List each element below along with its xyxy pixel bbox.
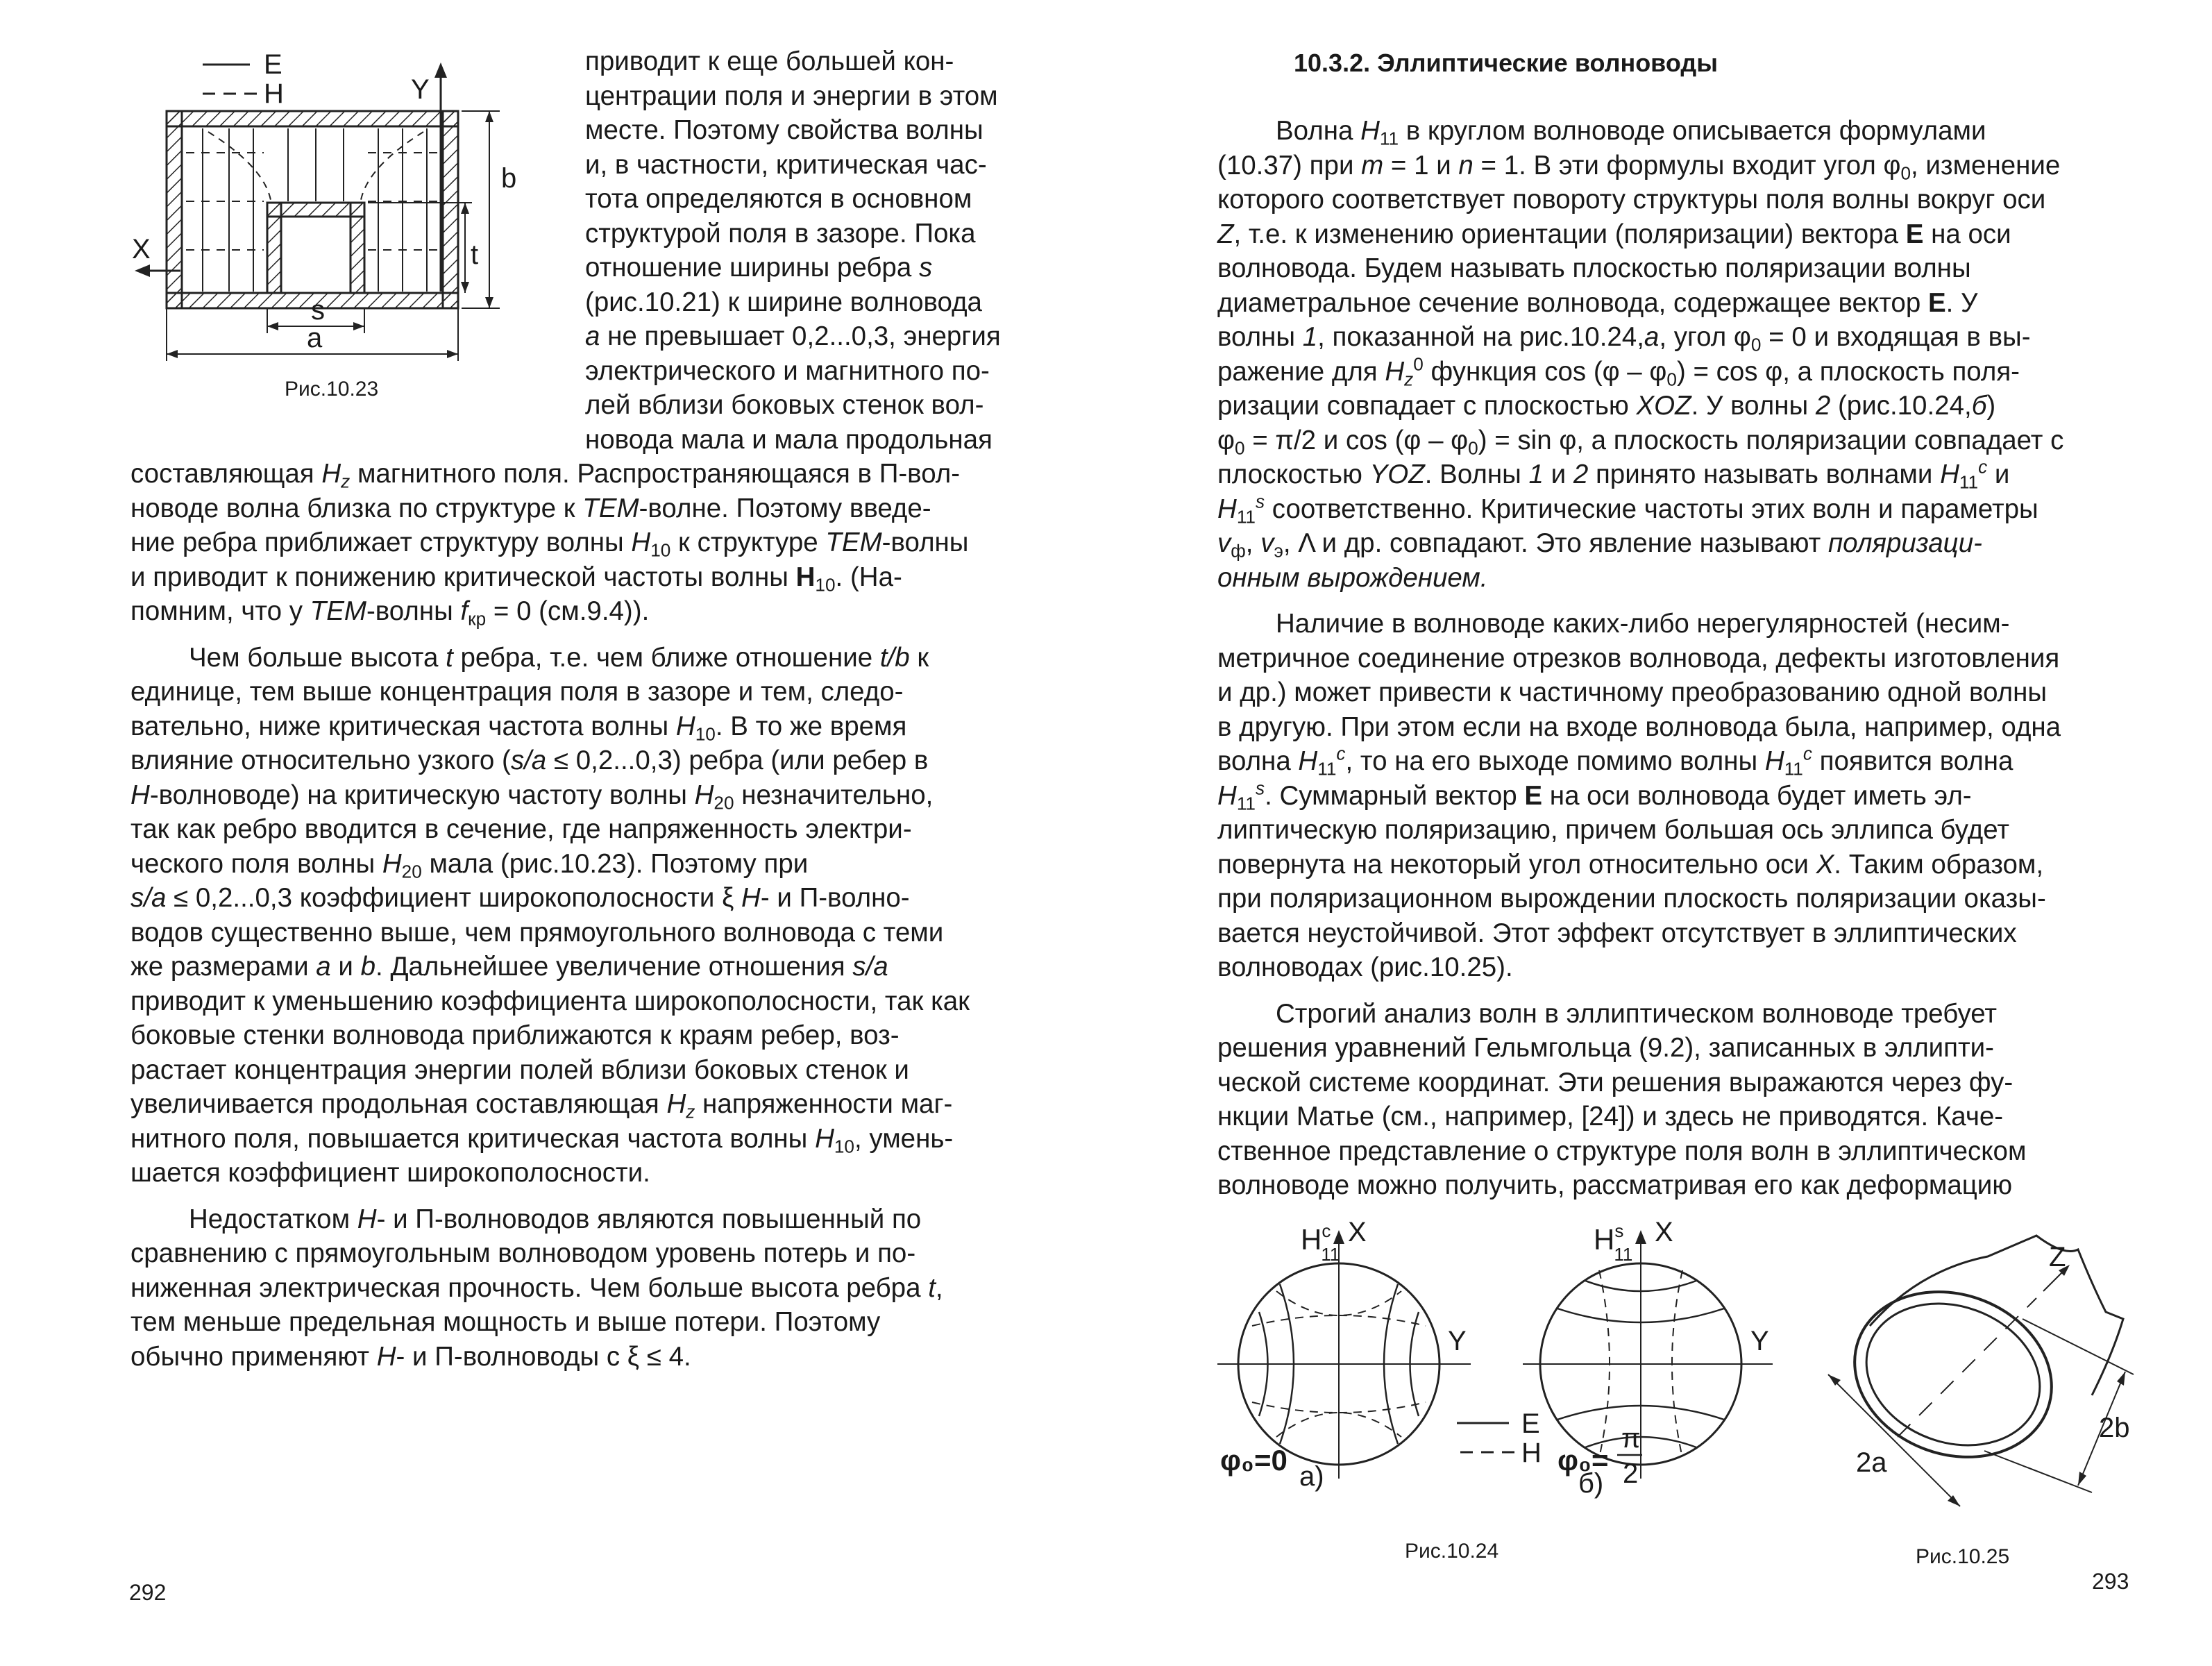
legend-e-label: E [264,49,282,80]
dim-b-label: b [501,163,517,194]
fig24a-axis-x-label: X [1348,1217,1367,1247]
fig24a-phi-label: φ₀=0 [1220,1444,1287,1476]
fig24a-part-label: а) [1299,1461,1324,1492]
figure-10-24-caption: Рис.10.24 [1405,1540,1499,1563]
fig24b-hs-label: $H^s$ 11 [1594,1220,1633,1265]
figure-10-25 [1814,1208,2175,1541]
dim-s-label: s [311,295,325,326]
fig24b-part-label: б) [1578,1468,1604,1499]
page-number-right: 293 [2092,1569,2129,1594]
fig24-legend-e: E [1521,1408,1540,1439]
right-page [1106,0,2212,1666]
fig24a-hc-label: $H^c$ 11 [1301,1220,1340,1265]
fig24-legend-h: H [1521,1438,1542,1468]
fig24b-phi-num: π [1621,1423,1641,1454]
fig24a-axis-y-label: Y [1448,1326,1467,1356]
section-title: 10.3.2. Эллиптические волноводы [1294,49,1718,77]
legend-h-label: H [264,78,284,109]
fig25-dim-2b-label: 2b [2099,1413,2130,1443]
fig24b-axis-y-label: Y [1750,1326,1769,1356]
axis-x-label: X [132,234,151,264]
fig24b-axis-x-label: X [1655,1217,1673,1247]
axis-y-label: Y [411,74,430,105]
figure-10-23-caption: Рис.10.23 [285,378,379,401]
dim-t-label: t [471,239,479,270]
fig24b-phi-den: 2 [1623,1458,1639,1489]
page-number-left: 292 [129,1580,167,1605]
fig24b-phi-label: φ₀= [1557,1444,1609,1476]
left-page-text: приводит к еще большей кон- центрации поля и энергии в этом месте. Поэтому свойства волны и, в частности, критическая час- тота определяются в основном структурой поля в зазоре. Пока отношение ширины ребра s (рис.10.21) к ширине волновода a не превышает 0,2...0,3, энергия электрического и магнитного по- лей вблизи боковых стенок вол- новода мала и мала продольная составляющая $H_z$ магнитного поля. Распространяющаяся в П-вол- новоде волна близка по структуре к TEM-волне. Поэтому введе- ние ребра приближает структуру волны $H_{10}$ к структуре TEM-волны и приводит к понижению критической частоты волны $H_{10}$. (На- помним, что у TEM-волны $f_{кр} = 0$ (см.9.4)). Чем больше высота t ребра, т.е. чем ближе отношение t/b к единице, тем выше концентрация поля в зазоре и тем, следо- вательно, ниже критическая частота волны $H_{10}$. В то же время влияние относительно узкого (s/a ≤ 0,2...0,3) ребра (или ребер в H-волноводе) на критическую частоту волны $H_{20}$ незначительно, так как ребро вводится в сечение, где напряженность электри- ческого поля волны $H_{20}$ мала (рис.10.23). Поэтому при s/a ≤ 0,2...0,3 коэффициент широкополосности ξ H- и П-волно- водов существенно выше, чем прямоугольного волновода с теми же размерами a и b. Дальнейшее увеличение отношения s/a приводит к уменьшению коэффициента широкополосности, так как боковые стенки волновода приближаются к краям ребер, воз- растает концентрация энергии полей вблизи боковых стенок и увеличивается продольная составляющая $H_z$ напряженности маг- нитного поля, повышается критическая частота волны $H_{10}$, умень- шается коэффициент широкополосности. Недостатком H- и П-волноводов являются повышенный по сравнению с прямоугольным волноводом уровень потерь и по- ниженная электрическая прочность. Чем больше высота ребра t, тем меньше предельная мощность и выше потери. Поэтому обычно применяют H- и П-волноводы с ξ ≤ 4. [130,47,1001,1372]
dim-a-label: a [307,323,323,353]
right-page-text: Волна $H_{11}$ в круглом волноводе описывается формулами (10.37) при m = 1 и n = 1. В эти формулы входит угол $\varphi_0$, изменение которого соответствует повороту структуры поля волны вокруг оси Z, т.е. к изменению ориентации (поляризации) вектора E на оси волновода. Будем называть плоскостью поляризации волны диаметральное сечение волновода, содержащее вектор E. У волны 1, показанной на рис.10.24,a, угол $\varphi_0 = 0$ и входящая в вы- ражение для $H_z^0$ функция $\cos (\varphi - \varphi_0) = \cos \varphi$, а плоскость поля- ризации совпадает с плоскостью XOZ. У волны 2 (рис.10.24,б) $\varphi_0 = \pi/2$ и $\cos (\varphi - \varphi_0) = \sin \varphi$, а плоскость поляризации совпадает с плоскостью YOZ. Волны 1 и 2 принято называть волнами $H_{11}^c$ и $H_{11}^s$ соответственно. Критические частоты этих волн и параметры $v_ф$, $v_э$, Λ и др. совпадают. Это явление называют поляризаци- онным вырождением. Наличие в волноводе каких-либо нерегулярностей (несим- метричное соединение отрезков волновода, дефекты изготовления и др.) может привести к частичному преобразованию одной волны в другую. При этом если на входе волновода была, например, одна волна $H_{11}^c$, то на его выходе помимо волны $H_{11}^c$ появится волна $H_{11}^s$. Суммарный вектор E на оси волновода будет иметь эл- липтическую поляризацию, причем большая ось эллипса будет повернута на некоторый угол относительно оси X. Таким образом, при поляризационном вырождении плоскость поляризации оказы- вается неустойчивой. Этот эффект отсутствует в эллиптических волноводах (рис.10.25). Строгий анализ волн в эллиптическом волноводе требует решения уравнений Гельмгольца (9.2), записанных в эллипти- ческой системе координат. Эти решения выражаются через фу- нкции Матье (см., например, [24]) и здесь не приводятся. Каче- ственное представление о структуре поля волн в эллиптическом волноводе можно получить, рассматривая его как деформацию [1217,116,2064,1200]
fig25-axis-z-label: Z [2049,1242,2066,1272]
fig25-dim-2a-label: 2a [1856,1447,1887,1478]
figure-10-25-caption: Рис.10.25 [1916,1545,2010,1568]
figure-10-24 [1210,1208,1821,1555]
